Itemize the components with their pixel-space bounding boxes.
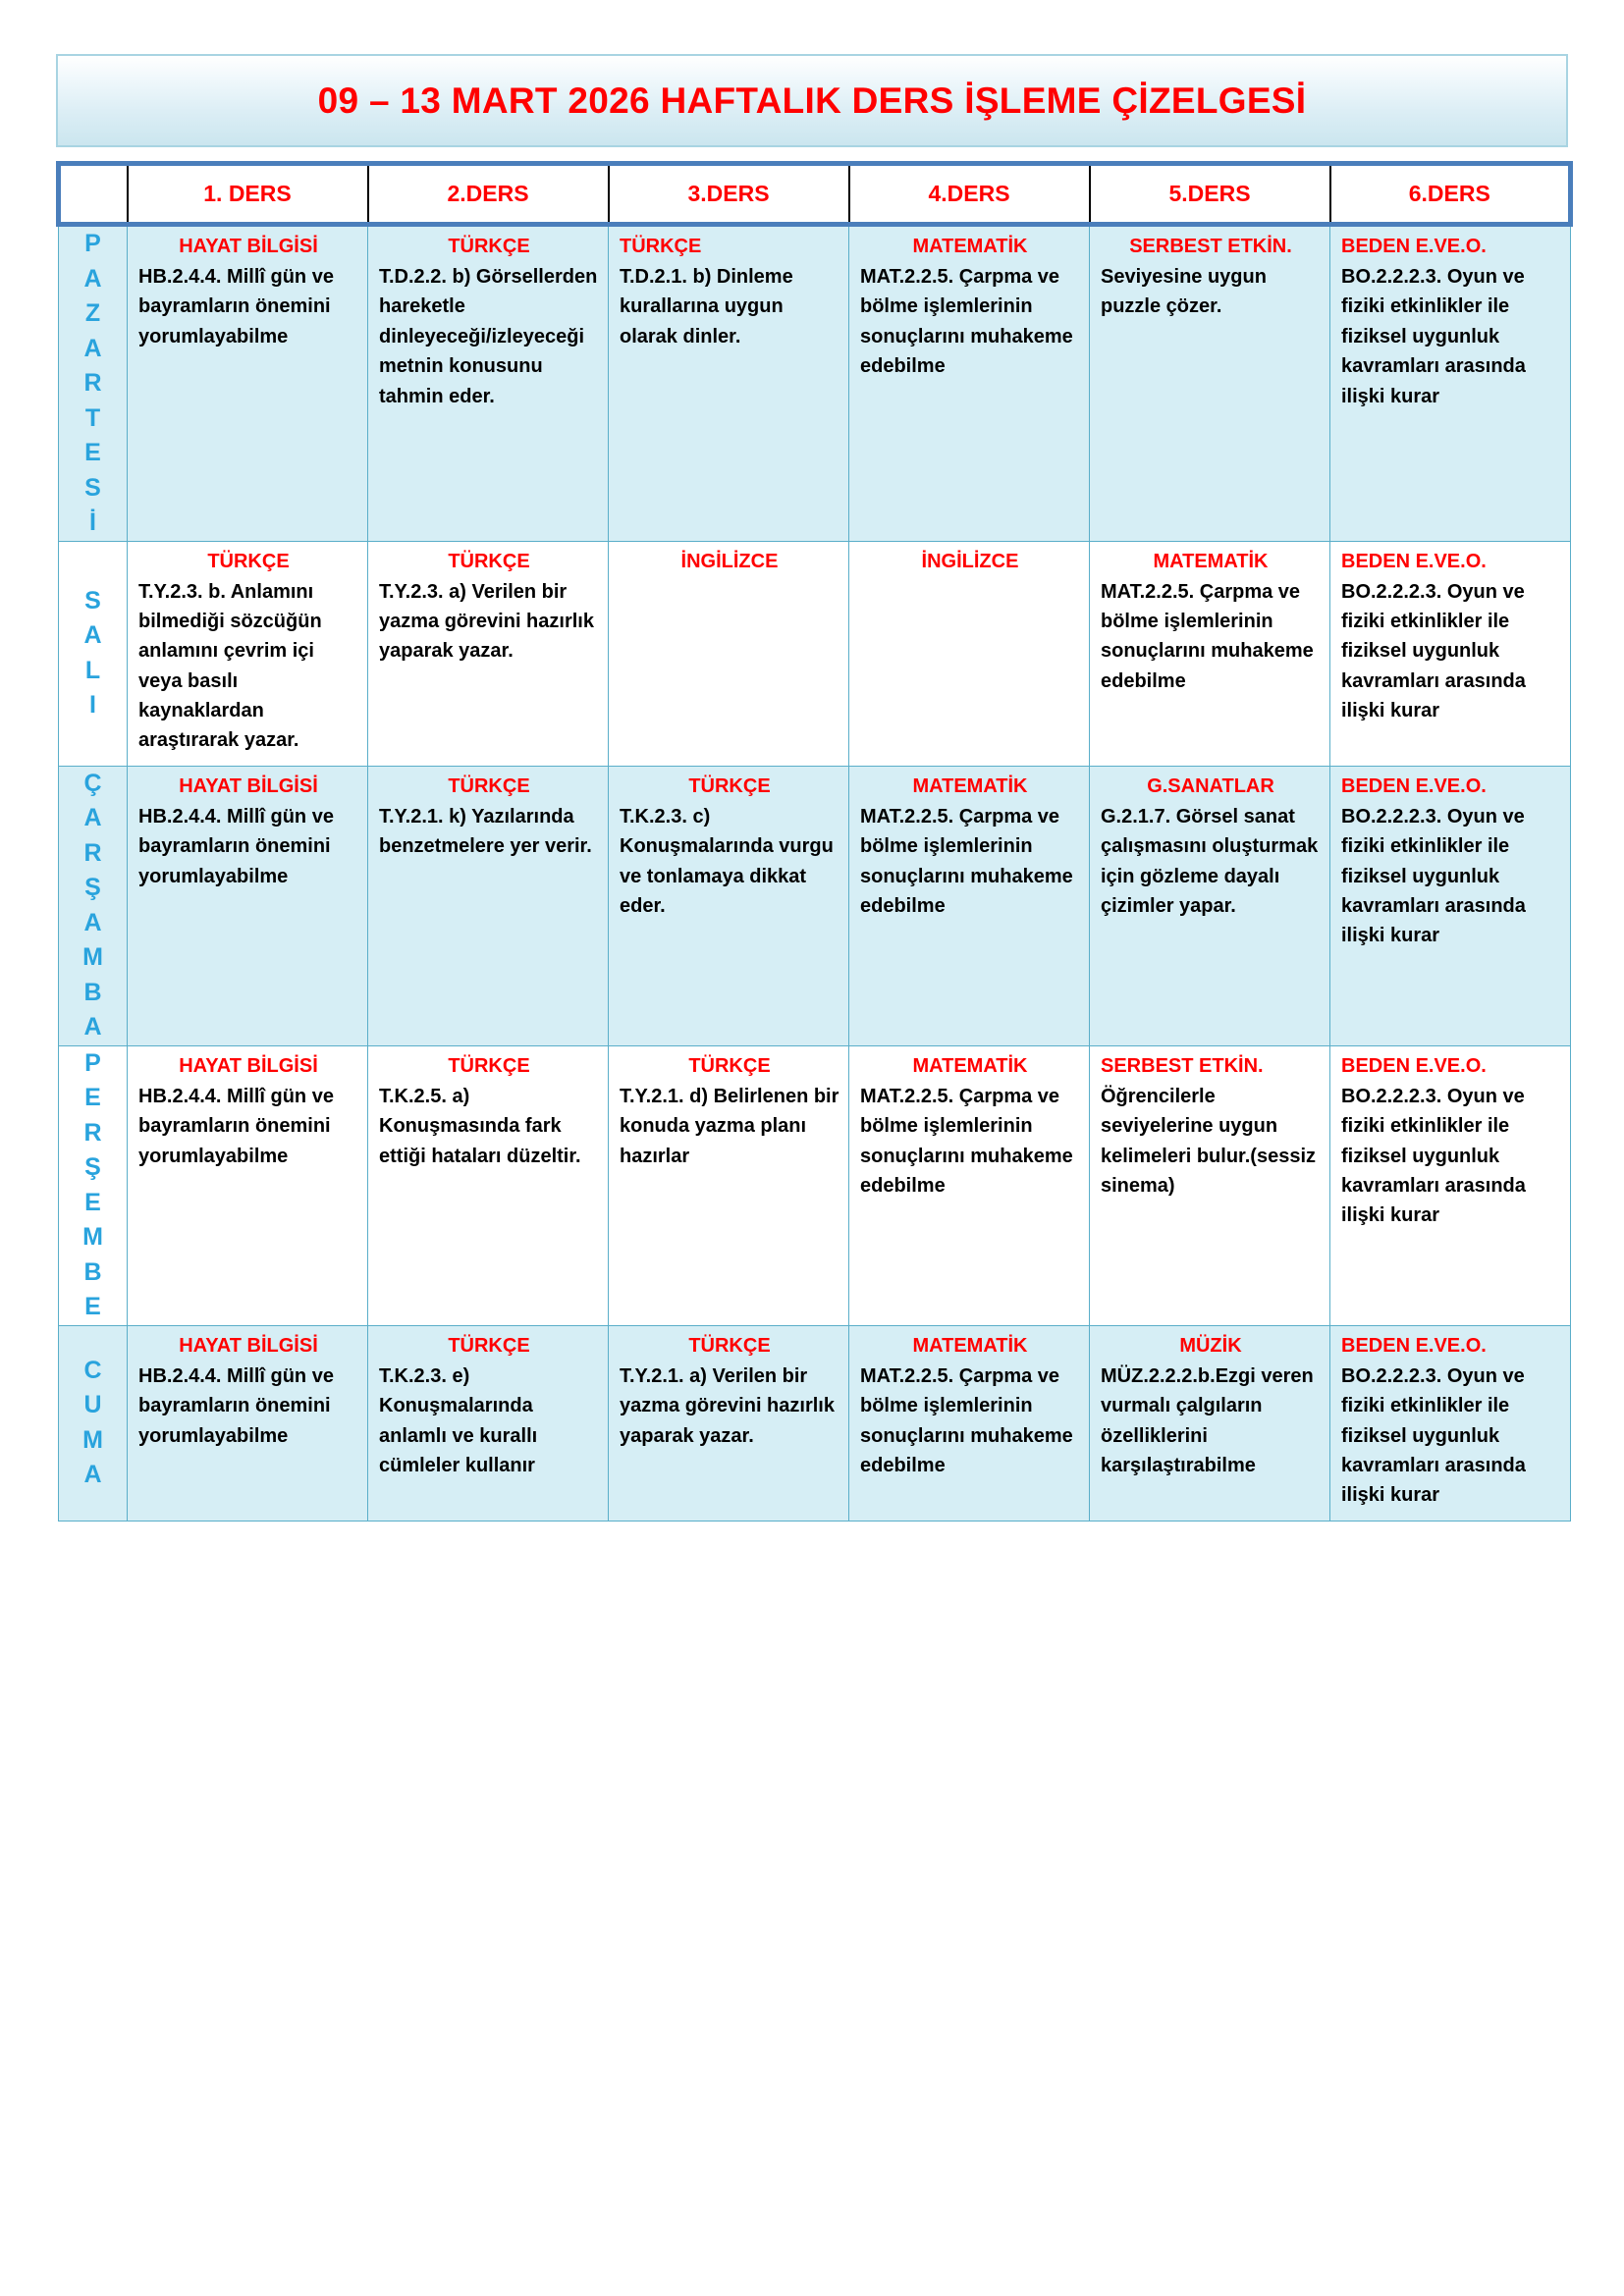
lesson-cell[interactable] xyxy=(1090,766,1330,1045)
lesson-cell[interactable] xyxy=(368,541,609,766)
day-letter: E xyxy=(84,439,101,466)
day-letter: M xyxy=(82,1223,103,1252)
subject-title: BEDEN E.VE.O. xyxy=(1341,774,1487,797)
day-letter: I xyxy=(89,691,96,720)
learning-outcome: T.Y.2.3. b. Anlamını bilmediği sözcüğün anlamını çevrim içi veya basılı kaynaklardan araştırarak yazar. xyxy=(138,580,322,752)
header-lesson-6: 6.DERS xyxy=(1330,164,1571,225)
day-letter: E xyxy=(84,1293,101,1321)
learning-outcome: MAT.2.2.5. Çarpma ve bölme işlemlerinin sonuçlarını muhakeme edebilme xyxy=(860,805,1073,918)
day-letter: Ş xyxy=(84,874,101,902)
lesson-cell[interactable] xyxy=(849,1325,1090,1521)
lesson-cell[interactable] xyxy=(128,766,368,1045)
lesson-cell[interactable] xyxy=(609,225,849,542)
subject-title: TÜRKÇE xyxy=(688,774,771,797)
day-letter: Ç xyxy=(83,769,102,797)
learning-outcome: BO.2.2.2.3. Oyun ve fiziki etkinlikler ile fiziksel uygunluk kavramları arasında ilişki kurar xyxy=(1341,1364,1526,1507)
learning-outcome: T.Y.2.1. a) Verilen bir yazma görevini hazırlık yaparak yazar. xyxy=(620,1364,835,1447)
lesson-cell[interactable] xyxy=(609,1325,849,1521)
day-letter: A xyxy=(83,804,102,832)
schedule-table xyxy=(56,161,1573,1522)
subject-title: HAYAT BİLGİSİ xyxy=(179,1334,318,1357)
learning-outcome: T.D.2.2. b) Görsellerden hareketle dinleyeceği/izleyeceği metnin konusunu tahmin eder. xyxy=(379,266,598,407)
day-letter: R xyxy=(83,369,102,397)
day-label-cell xyxy=(59,1325,128,1521)
day-letter: M xyxy=(82,943,103,972)
day-letter: P xyxy=(84,1048,101,1077)
learning-outcome: MAT.2.2.5. Çarpma ve bölme işlemlerinin sonuçlarını muhakeme edebilme xyxy=(860,1085,1073,1198)
header-row xyxy=(59,164,1571,225)
subject-title: TÜRKÇE xyxy=(448,1054,530,1077)
day-letter: R xyxy=(83,1118,102,1147)
schedule-row xyxy=(59,1045,1571,1325)
subject-title: İNGİLİZCE xyxy=(680,550,779,572)
learning-outcome: T.D.2.1. b) Dinleme kurallarına uygun olarak dinler. xyxy=(620,266,793,347)
header-lesson-5: 5.DERS xyxy=(1090,164,1330,225)
header-lesson-4: 4.DERS xyxy=(849,164,1090,225)
day-name-vertical xyxy=(59,1354,127,1493)
subject-title: HAYAT BİLGİSİ xyxy=(179,774,318,797)
title-banner xyxy=(56,54,1568,147)
lesson-cell[interactable] xyxy=(1330,766,1571,1045)
learning-outcome: Öğrencilerle seviyelerine uygun kelimeleri bulur.(sessiz sinema) xyxy=(1101,1085,1316,1198)
lesson-cell[interactable] xyxy=(1090,541,1330,766)
day-letter: P xyxy=(84,230,101,257)
learning-outcome: T.Y.2.3. a) Verilen bir yazma görevini hazırlık yaparak yazar. xyxy=(379,580,594,663)
learning-outcome: T.K.2.3. c) Konuşmalarında vurgu ve tonlamaya dikkat eder. xyxy=(620,805,834,918)
day-label-cell xyxy=(59,1045,128,1325)
subject-title: MATEMATİK xyxy=(1153,550,1269,572)
lesson-cell[interactable] xyxy=(1330,1325,1571,1521)
learning-outcome: MAT.2.2.5. Çarpma ve bölme işlemlerinin sonuçlarını muhakeme edebilme xyxy=(860,1364,1073,1477)
day-letter: Z xyxy=(84,299,101,327)
day-letter: A xyxy=(83,908,102,936)
subject-title: TÜRKÇE xyxy=(448,774,530,797)
lesson-cell[interactable] xyxy=(128,225,368,542)
lesson-cell[interactable] xyxy=(128,541,368,766)
day-letter: S xyxy=(84,586,101,614)
table-header xyxy=(59,164,1571,225)
lesson-cell[interactable] xyxy=(1330,225,1571,542)
subject-title: SERBEST ETKİN. xyxy=(1101,1054,1264,1077)
learning-outcome: Seviyesine uygun puzzle çözer. xyxy=(1101,266,1267,318)
day-label-cell xyxy=(59,541,128,766)
lesson-cell[interactable] xyxy=(368,225,609,542)
lesson-cell[interactable] xyxy=(1090,1045,1330,1325)
learning-outcome: HB.2.4.4. Millî gün ve bayramların önemini yorumlayabilme xyxy=(138,805,334,887)
schedule-row xyxy=(59,225,1571,542)
day-letter: A xyxy=(83,1013,102,1041)
subject-title: TÜRKÇE xyxy=(620,236,702,257)
schedule-row xyxy=(59,1325,1571,1521)
lesson-cell[interactable] xyxy=(368,1045,609,1325)
subject-title: MATEMATİK xyxy=(912,1054,1028,1077)
learning-outcome: MAT.2.2.5. Çarpma ve bölme işlemlerinin sonuçlarını muhakeme edebilme xyxy=(860,266,1073,378)
day-letter: B xyxy=(83,1257,102,1286)
day-letter: S xyxy=(84,473,101,502)
learning-outcome: HB.2.4.4. Millî gün ve bayramların önemini yorumlayabilme xyxy=(138,1085,334,1167)
subject-title: TÜRKÇE xyxy=(448,1334,530,1357)
day-letter: A xyxy=(83,264,102,293)
lesson-cell[interactable] xyxy=(128,1325,368,1521)
lesson-cell[interactable] xyxy=(368,1325,609,1521)
learning-outcome: G.2.1.7. Görsel sanat çalışmasını oluşturmak için gözleme dayalı çizimler yapar. xyxy=(1101,805,1319,918)
lesson-cell[interactable] xyxy=(1330,1045,1571,1325)
subject-title: G.SANATLAR xyxy=(1147,774,1274,797)
learning-outcome: BO.2.2.2.3. Oyun ve fiziki etkinlikler ile fiziksel uygunluk kavramları arasında ilişki kurar xyxy=(1341,805,1526,947)
lesson-cell[interactable] xyxy=(609,766,849,1045)
day-name-vertical xyxy=(59,584,127,723)
day-letter: M xyxy=(82,1425,103,1454)
learning-outcome: T.K.2.3. e) Konuşmalarında anlamlı ve kurallı cümleler kullanır xyxy=(379,1364,538,1477)
day-letter: U xyxy=(83,1391,102,1419)
subject-title: BEDEN E.VE.O. xyxy=(1341,236,1487,257)
day-letter: İ xyxy=(89,508,96,536)
subject-title: İNGİLİZCE xyxy=(921,550,1019,572)
subject-title: SERBEST ETKİN. xyxy=(1129,236,1292,257)
day-letter: L xyxy=(84,656,101,684)
header-lesson-1: 1. DERS xyxy=(128,164,368,225)
subject-title: BEDEN E.VE.O. xyxy=(1341,550,1487,572)
learning-outcome: MAT.2.2.5. Çarpma ve bölme işlemlerinin sonuçlarını muhakeme edebilme xyxy=(1101,580,1314,692)
subject-title: MATEMATİK xyxy=(912,236,1028,257)
lesson-cell[interactable] xyxy=(849,766,1090,1045)
day-letter: Ş xyxy=(84,1153,101,1182)
day-letter: E xyxy=(84,1084,101,1112)
subject-title: BEDEN E.VE.O. xyxy=(1341,1334,1487,1357)
lesson-cell[interactable] xyxy=(609,1045,849,1325)
header-lesson-3: 3.DERS xyxy=(609,164,849,225)
day-letter: B xyxy=(83,978,102,1006)
lesson-cell[interactable] xyxy=(849,1045,1090,1325)
lesson-cell[interactable] xyxy=(368,766,609,1045)
subject-title: MATEMATİK xyxy=(912,774,1028,797)
day-letter: R xyxy=(83,838,102,867)
schedule-row xyxy=(59,541,1571,766)
learning-outcome: HB.2.4.4. Millî gün ve bayramların önemini yorumlayabilme xyxy=(138,1364,334,1447)
day-letter: E xyxy=(84,1188,101,1216)
lesson-cell[interactable] xyxy=(1090,225,1330,542)
learning-outcome: BO.2.2.2.3. Oyun ve fiziki etkinlikler ile fiziksel uygunluk kavramları arasında ilişki kurar xyxy=(1341,266,1526,407)
day-label-cell xyxy=(59,766,128,1045)
lesson-cell[interactable] xyxy=(1330,541,1571,766)
lesson-cell[interactable] xyxy=(849,541,1090,766)
day-letter: T xyxy=(84,403,101,432)
day-letter: C xyxy=(83,1356,102,1384)
day-letter: A xyxy=(83,621,102,650)
subject-title: HAYAT BİLGİSİ xyxy=(179,1054,318,1077)
learning-outcome: MÜZ.2.2.2.b.Ezgi veren vurmalı çalgıların özelliklerini karşılaştırabilme xyxy=(1101,1364,1314,1477)
page-title: 09 – 13 MART 2026 HAFTALIK DERS İŞLEME ÇİZELGESİ xyxy=(317,80,1307,121)
lesson-cell[interactable] xyxy=(609,541,849,766)
day-letter: A xyxy=(83,334,102,362)
subject-title: TÜRKÇE xyxy=(207,550,290,572)
subject-title: MATEMATİK xyxy=(912,1334,1028,1357)
day-label-cell xyxy=(59,225,128,542)
learning-outcome: BO.2.2.2.3. Oyun ve fiziki etkinlikler ile fiziksel uygunluk kavramları arasında ilişki kurar xyxy=(1341,1085,1526,1227)
subject-title: MÜZİK xyxy=(1179,1334,1242,1357)
learning-outcome: BO.2.2.2.3. Oyun ve fiziki etkinlikler ile fiziksel uygunluk kavramları arasında ilişki kurar xyxy=(1341,580,1526,722)
subject-title: TÜRKÇE xyxy=(448,236,530,257)
learning-outcome: T.Y.2.1. k) Yazılarında benzetmelere yer verir. xyxy=(379,805,592,858)
subject-title: BEDEN E.VE.O. xyxy=(1341,1054,1487,1077)
subject-title: TÜRKÇE xyxy=(448,550,530,572)
learning-outcome: HB.2.4.4. Millî gün ve bayramların önemini yorumlayabilme xyxy=(138,266,334,347)
lesson-cell[interactable] xyxy=(128,1045,368,1325)
day-name-vertical xyxy=(59,227,127,541)
subject-title: HAYAT BİLGİSİ xyxy=(179,236,318,257)
schedule-row xyxy=(59,766,1571,1045)
day-name-vertical xyxy=(59,1046,127,1325)
day-letter: A xyxy=(83,1461,102,1489)
learning-outcome: T.K.2.5. a) Konuşmasında fark ettiği hataları düzeltir. xyxy=(379,1085,581,1167)
day-name-vertical xyxy=(59,767,127,1045)
header-day-column xyxy=(59,164,128,225)
subject-title: TÜRKÇE xyxy=(688,1334,771,1357)
table-body xyxy=(59,225,1571,1522)
header-lesson-2: 2.DERS xyxy=(368,164,609,225)
learning-outcome: T.Y.2.1. d) Belirlenen bir konuda yazma planı hazırlar xyxy=(620,1085,839,1167)
subject-title: TÜRKÇE xyxy=(688,1054,771,1077)
lesson-cell[interactable] xyxy=(849,225,1090,542)
lesson-cell[interactable] xyxy=(1090,1325,1330,1521)
